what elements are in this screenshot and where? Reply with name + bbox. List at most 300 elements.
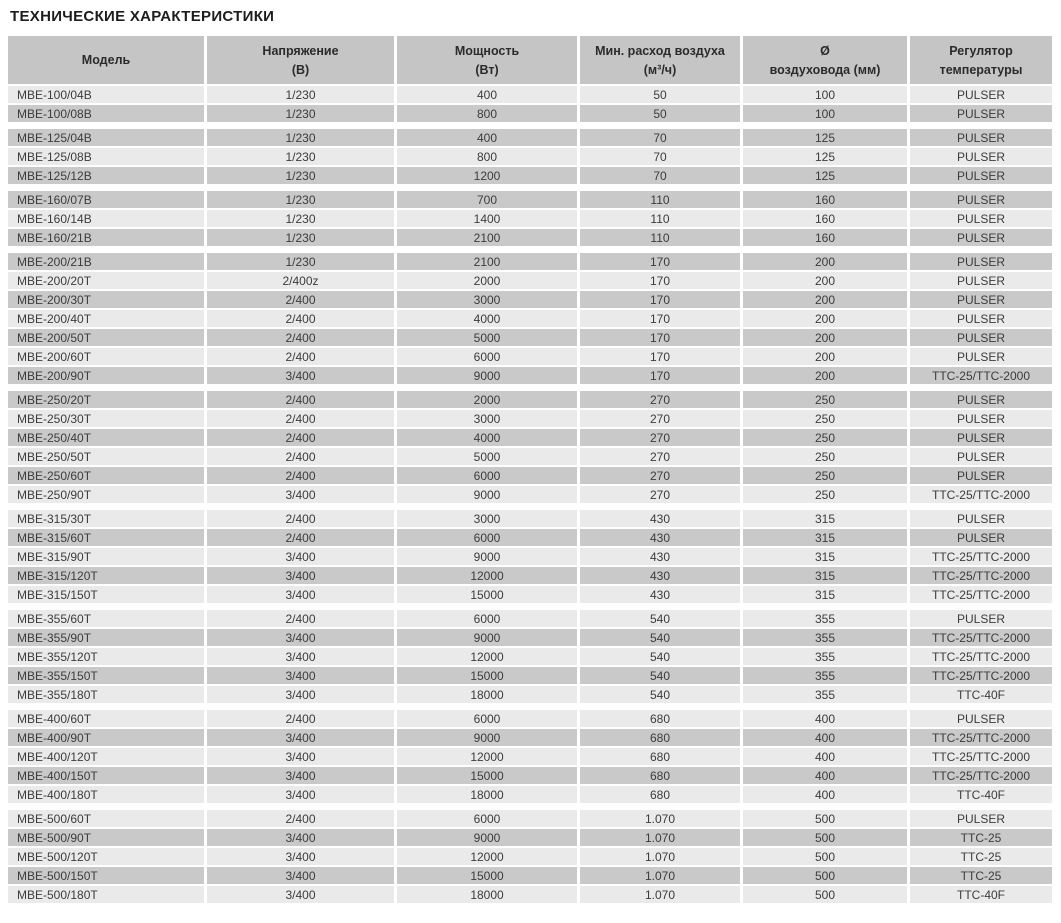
cell-diameter: 200 <box>743 272 907 289</box>
cell-airflow: 170 <box>580 272 740 289</box>
cell-power: 15000 <box>397 767 577 784</box>
cell-regulator: TTC-25/TTC-2000 <box>910 748 1052 765</box>
cell-power: 400 <box>397 86 577 103</box>
cell-power: 9000 <box>397 367 577 384</box>
table-row <box>8 291 1052 308</box>
cell-regulator: PULSER <box>910 448 1052 465</box>
column-header-label: Мин. расход воздуха <box>595 43 725 58</box>
cell-power: 18000 <box>397 886 577 903</box>
cell-airflow: 50 <box>580 105 740 122</box>
cell-regulator: PULSER <box>910 191 1052 208</box>
table-row <box>8 629 1052 646</box>
column-header-label: Ø <box>820 43 830 58</box>
table-row <box>8 210 1052 227</box>
cell-power: 2100 <box>397 253 577 270</box>
cell-diameter: 500 <box>743 886 907 903</box>
cell-airflow: 430 <box>580 529 740 546</box>
cell-voltage: 2/400 <box>207 410 394 427</box>
cell-diameter: 250 <box>743 448 907 465</box>
cell-voltage: 3/400 <box>207 648 394 665</box>
column-header-regulator <box>910 36 1052 84</box>
cell-power: 12000 <box>397 748 577 765</box>
cell-model: MBE-500/120T <box>8 848 204 865</box>
cell-diameter: 400 <box>743 729 907 746</box>
table-row <box>8 86 1052 103</box>
cell-voltage: 1/230 <box>207 86 394 103</box>
cell-voltage: 3/400 <box>207 586 394 603</box>
cell-voltage: 3/400 <box>207 548 394 565</box>
cell-airflow: 70 <box>580 148 740 165</box>
table-row <box>8 486 1052 503</box>
cell-regulator: TTC-25/TTC-2000 <box>910 648 1052 665</box>
cell-model: MBE-500/180T <box>8 886 204 903</box>
cell-airflow: 430 <box>580 586 740 603</box>
cell-regulator: PULSER <box>910 329 1052 346</box>
column-header-model <box>8 36 204 84</box>
cell-diameter: 200 <box>743 329 907 346</box>
column-header-unit: воздуховода (мм) <box>769 62 881 77</box>
cell-airflow: 540 <box>580 648 740 665</box>
cell-power: 12000 <box>397 567 577 584</box>
cell-diameter: 250 <box>743 391 907 408</box>
cell-voltage: 3/400 <box>207 486 394 503</box>
cell-diameter: 315 <box>743 567 907 584</box>
cell-diameter: 125 <box>743 148 907 165</box>
cell-diameter: 200 <box>743 253 907 270</box>
cell-power: 2100 <box>397 229 577 246</box>
cell-regulator: TTC-25/TTC-2000 <box>910 586 1052 603</box>
table-row <box>8 686 1052 703</box>
cell-power: 800 <box>397 105 577 122</box>
cell-voltage: 3/400 <box>207 367 394 384</box>
cell-model: MBE-500/60T <box>8 810 204 827</box>
cell-airflow: 540 <box>580 667 740 684</box>
cell-airflow: 1.070 <box>580 886 740 903</box>
cell-diameter: 125 <box>743 167 907 184</box>
cell-model: MBE-500/150T <box>8 867 204 884</box>
cell-regulator: PULSER <box>910 167 1052 184</box>
column-header-unit: температуры <box>939 62 1023 77</box>
cell-model: MBE-315/150T <box>8 586 204 603</box>
cell-regulator: PULSER <box>910 105 1052 122</box>
column-header-label: Мощность <box>454 43 520 58</box>
column-header-unit: (В) <box>291 62 310 77</box>
table-row <box>8 567 1052 584</box>
cell-regulator: PULSER <box>910 467 1052 484</box>
cell-voltage: 3/400 <box>207 886 394 903</box>
cell-diameter: 100 <box>743 86 907 103</box>
cell-regulator: PULSER <box>910 429 1052 446</box>
cell-model: MBE-200/20T <box>8 272 204 289</box>
table-row <box>8 391 1052 408</box>
cell-airflow: 1.070 <box>580 867 740 884</box>
cell-diameter: 400 <box>743 767 907 784</box>
cell-power: 400 <box>397 129 577 146</box>
cell-airflow: 680 <box>580 729 740 746</box>
cell-regulator: PULSER <box>910 291 1052 308</box>
model-group <box>8 810 1052 903</box>
column-header-label: Регулятор <box>949 43 1013 58</box>
cell-airflow: 680 <box>580 748 740 765</box>
model-group <box>8 86 1052 122</box>
column-header-airflow <box>580 36 740 84</box>
cell-airflow: 110 <box>580 229 740 246</box>
cell-airflow: 270 <box>580 391 740 408</box>
cell-voltage: 1/230 <box>207 129 394 146</box>
cell-voltage: 1/230 <box>207 253 394 270</box>
cell-model: MBE-315/60T <box>8 529 204 546</box>
cell-airflow: 540 <box>580 686 740 703</box>
column-header-power <box>397 36 577 84</box>
cell-power: 3000 <box>397 291 577 308</box>
cell-regulator: TTC-25/TTC-2000 <box>910 486 1052 503</box>
cell-diameter: 100 <box>743 105 907 122</box>
cell-power: 4000 <box>397 310 577 327</box>
cell-voltage: 1/230 <box>207 210 394 227</box>
cell-diameter: 355 <box>743 610 907 627</box>
cell-voltage: 3/400 <box>207 867 394 884</box>
cell-regulator: TTC-25 <box>910 867 1052 884</box>
cell-model: MBE-500/90T <box>8 829 204 846</box>
cell-voltage: 2/400 <box>207 710 394 727</box>
cell-power: 6000 <box>397 810 577 827</box>
cell-airflow: 170 <box>580 348 740 365</box>
cell-diameter: 315 <box>743 510 907 527</box>
cell-power: 6000 <box>397 467 577 484</box>
model-group <box>8 610 1052 703</box>
cell-model: MBE-125/08B <box>8 148 204 165</box>
table-row <box>8 129 1052 146</box>
table-body <box>8 86 1052 903</box>
cell-model: MBE-315/30T <box>8 510 204 527</box>
cell-model: MBE-160/14B <box>8 210 204 227</box>
cell-regulator: PULSER <box>910 148 1052 165</box>
cell-airflow: 1.070 <box>580 829 740 846</box>
cell-airflow: 270 <box>580 410 740 427</box>
cell-airflow: 1.070 <box>580 848 740 865</box>
model-group <box>8 191 1052 246</box>
cell-voltage: 3/400 <box>207 667 394 684</box>
cell-regulator: TTC-25/TTC-2000 <box>910 548 1052 565</box>
table-row <box>8 229 1052 246</box>
model-group <box>8 710 1052 803</box>
cell-power: 6000 <box>397 529 577 546</box>
column-header-label: Напряжение <box>262 43 339 58</box>
cell-regulator: PULSER <box>910 253 1052 270</box>
cell-model: MBE-400/150T <box>8 767 204 784</box>
cell-regulator: PULSER <box>910 410 1052 427</box>
model-group <box>8 253 1052 384</box>
cell-airflow: 540 <box>580 610 740 627</box>
cell-voltage: 2/400 <box>207 429 394 446</box>
cell-airflow: 170 <box>580 291 740 308</box>
cell-airflow: 680 <box>580 710 740 727</box>
cell-model: MBE-200/40T <box>8 310 204 327</box>
cell-regulator: PULSER <box>910 129 1052 146</box>
cell-voltage: 3/400 <box>207 748 394 765</box>
cell-model: MBE-250/60T <box>8 467 204 484</box>
cell-power: 4000 <box>397 429 577 446</box>
table-row <box>8 148 1052 165</box>
cell-voltage: 2/400 <box>207 348 394 365</box>
cell-regulator: PULSER <box>910 310 1052 327</box>
cell-regulator: PULSER <box>910 210 1052 227</box>
cell-model: MBE-250/20T <box>8 391 204 408</box>
cell-airflow: 270 <box>580 486 740 503</box>
cell-airflow: 170 <box>580 310 740 327</box>
cell-regulator: TTC-25 <box>910 829 1052 846</box>
table-row <box>8 867 1052 884</box>
cell-power: 700 <box>397 191 577 208</box>
table-row <box>8 729 1052 746</box>
cell-diameter: 160 <box>743 229 907 246</box>
cell-voltage: 3/400 <box>207 729 394 746</box>
cell-model: MBE-160/21B <box>8 229 204 246</box>
cell-power: 6000 <box>397 610 577 627</box>
cell-voltage: 1/230 <box>207 105 394 122</box>
table-row <box>8 667 1052 684</box>
cell-airflow: 430 <box>580 567 740 584</box>
cell-model: MBE-355/180T <box>8 686 204 703</box>
table-row <box>8 767 1052 784</box>
cell-regulator: PULSER <box>910 710 1052 727</box>
cell-voltage: 2/400 <box>207 391 394 408</box>
cell-voltage: 2/400 <box>207 510 394 527</box>
cell-airflow: 270 <box>580 448 740 465</box>
table-row <box>8 310 1052 327</box>
table-row <box>8 786 1052 803</box>
model-group <box>8 391 1052 503</box>
cell-power: 9000 <box>397 629 577 646</box>
cell-diameter: 200 <box>743 348 907 365</box>
cell-diameter: 250 <box>743 410 907 427</box>
cell-power: 9000 <box>397 729 577 746</box>
cell-regulator: TTC-25/TTC-2000 <box>910 629 1052 646</box>
cell-power: 2000 <box>397 272 577 289</box>
cell-diameter: 355 <box>743 686 907 703</box>
cell-model: MBE-100/08B <box>8 105 204 122</box>
cell-voltage: 3/400 <box>207 567 394 584</box>
cell-regulator: PULSER <box>910 272 1052 289</box>
cell-diameter: 500 <box>743 829 907 846</box>
cell-airflow: 70 <box>580 129 740 146</box>
cell-airflow: 270 <box>580 429 740 446</box>
cell-voltage: 2/400 <box>207 448 394 465</box>
cell-power: 800 <box>397 148 577 165</box>
cell-diameter: 500 <box>743 867 907 884</box>
column-header-label: Модель <box>81 53 131 67</box>
cell-model: MBE-200/90T <box>8 367 204 384</box>
cell-airflow: 1.070 <box>580 810 740 827</box>
table-row <box>8 848 1052 865</box>
cell-voltage: 3/400 <box>207 686 394 703</box>
cell-airflow: 680 <box>580 767 740 784</box>
cell-diameter: 125 <box>743 129 907 146</box>
cell-diameter: 250 <box>743 429 907 446</box>
cell-voltage: 2/400 <box>207 291 394 308</box>
cell-diameter: 355 <box>743 648 907 665</box>
cell-airflow: 110 <box>580 191 740 208</box>
cell-regulator: PULSER <box>910 510 1052 527</box>
cell-power: 18000 <box>397 686 577 703</box>
cell-airflow: 540 <box>580 629 740 646</box>
cell-model: MBE-355/90T <box>8 629 204 646</box>
model-group <box>8 510 1052 603</box>
cell-power: 3000 <box>397 510 577 527</box>
cell-model: MBE-200/60T <box>8 348 204 365</box>
table-row <box>8 167 1052 184</box>
cell-diameter: 200 <box>743 310 907 327</box>
cell-regulator: PULSER <box>910 610 1052 627</box>
cell-voltage: 2/400 <box>207 329 394 346</box>
cell-airflow: 270 <box>580 467 740 484</box>
cell-model: MBE-200/50T <box>8 329 204 346</box>
cell-model: MBE-250/90T <box>8 486 204 503</box>
cell-diameter: 160 <box>743 191 907 208</box>
model-group <box>8 129 1052 184</box>
cell-model: MBE-315/120T <box>8 567 204 584</box>
cell-regulator: TTC-25 <box>910 848 1052 865</box>
table-row <box>8 429 1052 446</box>
table-row <box>8 510 1052 527</box>
cell-diameter: 400 <box>743 710 907 727</box>
column-header-voltage <box>207 36 394 84</box>
cell-regulator: PULSER <box>910 529 1052 546</box>
cell-model: MBE-315/90T <box>8 548 204 565</box>
table-row <box>8 253 1052 270</box>
specs-table <box>8 36 1052 903</box>
table-row <box>8 105 1052 122</box>
cell-diameter: 250 <box>743 467 907 484</box>
cell-power: 2000 <box>397 391 577 408</box>
cell-diameter: 400 <box>743 786 907 803</box>
cell-diameter: 200 <box>743 367 907 384</box>
cell-regulator: TTC-25/TTC-2000 <box>910 729 1052 746</box>
cell-regulator: PULSER <box>910 391 1052 408</box>
cell-power: 18000 <box>397 786 577 803</box>
cell-voltage: 1/230 <box>207 167 394 184</box>
cell-voltage: 2/400z <box>207 272 394 289</box>
cell-model: MBE-160/07B <box>8 191 204 208</box>
cell-power: 15000 <box>397 586 577 603</box>
table-row <box>8 329 1052 346</box>
cell-airflow: 70 <box>580 167 740 184</box>
cell-model: MBE-250/50T <box>8 448 204 465</box>
cell-model: MBE-355/120T <box>8 648 204 665</box>
table-row <box>8 748 1052 765</box>
cell-power: 15000 <box>397 667 577 684</box>
cell-voltage: 2/400 <box>207 310 394 327</box>
cell-airflow: 430 <box>580 510 740 527</box>
table-row <box>8 467 1052 484</box>
cell-voltage: 3/400 <box>207 848 394 865</box>
cell-power: 6000 <box>397 710 577 727</box>
cell-regulator: TTC-40F <box>910 786 1052 803</box>
cell-diameter: 200 <box>743 291 907 308</box>
cell-model: MBE-125/04B <box>8 129 204 146</box>
cell-model: MBE-200/21B <box>8 253 204 270</box>
table-row <box>8 367 1052 384</box>
cell-model: MBE-400/120T <box>8 748 204 765</box>
table-row <box>8 610 1052 627</box>
cell-regulator: TTC-40F <box>910 686 1052 703</box>
cell-airflow: 170 <box>580 253 740 270</box>
cell-model: MBE-355/150T <box>8 667 204 684</box>
cell-regulator: TTC-25/TTC-2000 <box>910 667 1052 684</box>
cell-power: 1200 <box>397 167 577 184</box>
cell-airflow: 170 <box>580 329 740 346</box>
cell-diameter: 250 <box>743 486 907 503</box>
cell-model: MBE-125/12B <box>8 167 204 184</box>
cell-airflow: 430 <box>580 548 740 565</box>
cell-power: 9000 <box>397 548 577 565</box>
cell-power: 6000 <box>397 348 577 365</box>
cell-regulator: PULSER <box>910 86 1052 103</box>
cell-voltage: 2/400 <box>207 467 394 484</box>
cell-power: 15000 <box>397 867 577 884</box>
cell-power: 9000 <box>397 829 577 846</box>
cell-voltage: 3/400 <box>207 629 394 646</box>
cell-voltage: 1/230 <box>207 191 394 208</box>
page-title: ТЕХНИЧЕСКИЕ ХАРАКТЕРИСТИКИ <box>10 8 275 25</box>
cell-airflow: 680 <box>580 786 740 803</box>
cell-power: 12000 <box>397 648 577 665</box>
cell-diameter: 355 <box>743 667 907 684</box>
cell-voltage: 1/230 <box>207 148 394 165</box>
column-header-unit: (м³/ч) <box>643 62 677 77</box>
cell-power: 5000 <box>397 448 577 465</box>
cell-regulator: PULSER <box>910 810 1052 827</box>
cell-voltage: 3/400 <box>207 829 394 846</box>
cell-voltage: 1/230 <box>207 229 394 246</box>
cell-model: MBE-400/90T <box>8 729 204 746</box>
cell-power: 12000 <box>397 848 577 865</box>
column-header-diameter <box>743 36 907 84</box>
cell-regulator: PULSER <box>910 229 1052 246</box>
table-row <box>8 829 1052 846</box>
cell-diameter: 315 <box>743 529 907 546</box>
cell-voltage: 2/400 <box>207 610 394 627</box>
table-row <box>8 886 1052 903</box>
table-row <box>8 648 1052 665</box>
table-row <box>8 810 1052 827</box>
cell-model: MBE-250/40T <box>8 429 204 446</box>
cell-voltage: 3/400 <box>207 767 394 784</box>
cell-power: 9000 <box>397 486 577 503</box>
table-row <box>8 586 1052 603</box>
cell-model: MBE-100/04B <box>8 86 204 103</box>
table-row <box>8 529 1052 546</box>
cell-voltage: 3/400 <box>207 786 394 803</box>
cell-regulator: TTC-25/TTC-2000 <box>910 367 1052 384</box>
cell-regulator: TTC-40F <box>910 886 1052 903</box>
table-row <box>8 548 1052 565</box>
table-row <box>8 448 1052 465</box>
cell-diameter: 500 <box>743 848 907 865</box>
table-row <box>8 272 1052 289</box>
cell-voltage: 2/400 <box>207 810 394 827</box>
cell-diameter: 315 <box>743 586 907 603</box>
cell-model: MBE-400/180T <box>8 786 204 803</box>
cell-voltage: 2/400 <box>207 529 394 546</box>
cell-diameter: 400 <box>743 748 907 765</box>
cell-airflow: 170 <box>580 367 740 384</box>
table-row <box>8 191 1052 208</box>
cell-diameter: 355 <box>743 629 907 646</box>
cell-model: MBE-400/60T <box>8 710 204 727</box>
cell-regulator: TTC-25/TTC-2000 <box>910 767 1052 784</box>
cell-power: 5000 <box>397 329 577 346</box>
